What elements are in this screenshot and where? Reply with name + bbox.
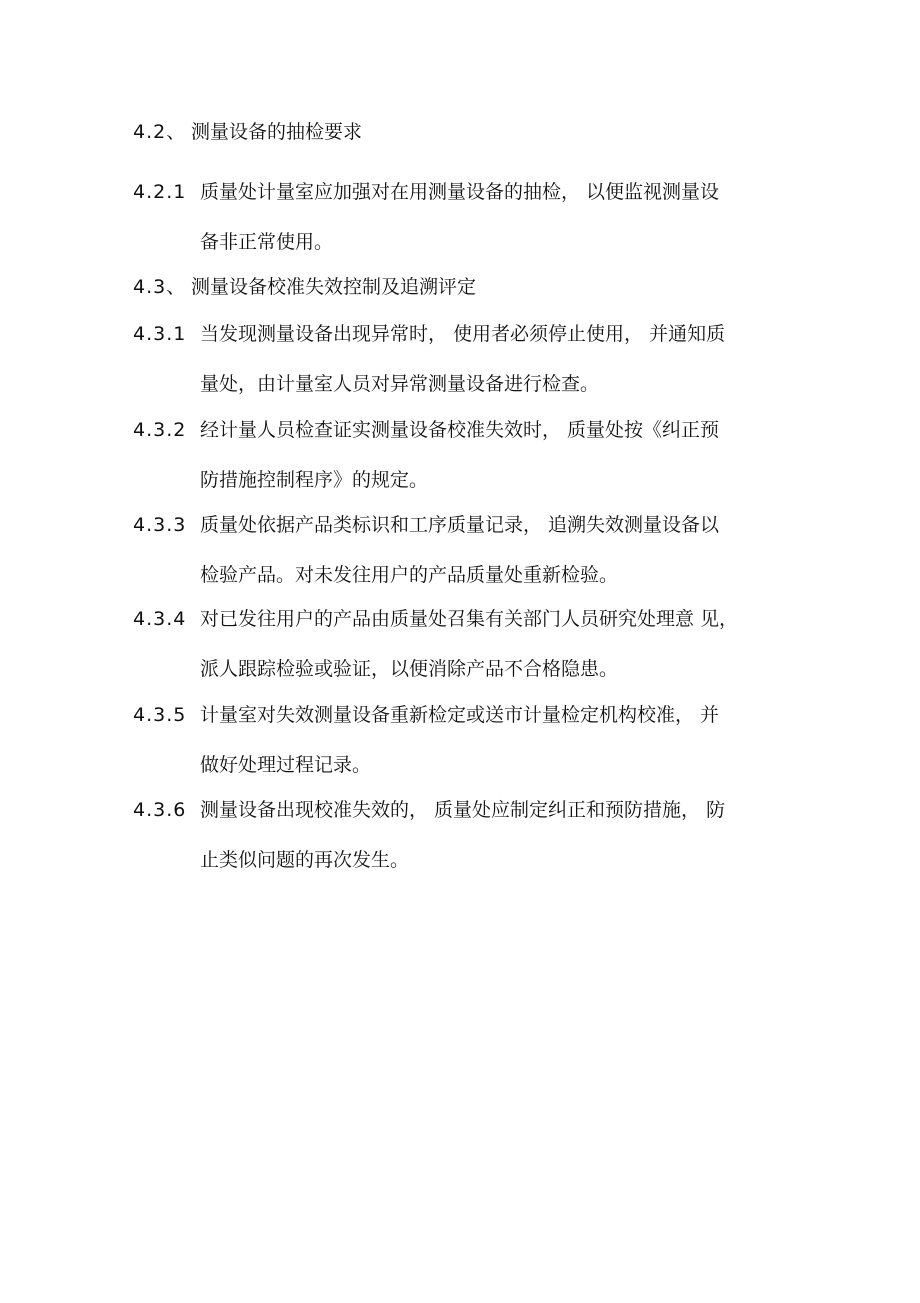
clause-4-3-4 xyxy=(133,594,793,694)
clause-4-3-3 xyxy=(133,500,793,600)
clause-text-line: 经计量人员检查证实测量设备校准失效时， 质量处按《纠正预 xyxy=(200,419,720,441)
section-number: 4.3、 xyxy=(133,276,187,298)
clause-text-line: 做好处理过程记录。 xyxy=(200,754,372,776)
section-heading: 测量设备的抽检要求 xyxy=(191,121,363,143)
clause-text-line: 量处，由计量室人员对异常测量设备进行检查。 xyxy=(200,373,600,395)
clause-number: 4.3.6 xyxy=(133,799,187,821)
clause-number: 4.3.5 xyxy=(133,704,187,726)
clause-number: 4.2.1 xyxy=(133,181,187,203)
clause-text-line: 当发现测量设备出现异常时， 使用者必须停止使用， 并通知质 xyxy=(200,323,726,345)
clause-4-2-1 xyxy=(133,167,793,267)
clause-text-line: 对已发往用户的产品由质量处召集有关部门人员研究处理意 见， xyxy=(200,608,739,630)
clause-4-3-5 xyxy=(133,690,793,790)
clause-text-line: 备非正常使用。 xyxy=(200,231,334,253)
clause-text-line: 止类似问题的再次发生。 xyxy=(200,849,410,871)
clause-text-line: 质量处依据产品类标识和工序质量记录， 追溯失效测量设备以 xyxy=(200,514,720,536)
clause-text-line: 派人跟踪检验或验证，以便消除产品不合格隐患。 xyxy=(200,658,619,680)
section-heading: 测量设备校准失效控制及追溯评定 xyxy=(191,276,477,298)
clause-text-line: 计量室对失效测量设备重新检定或送市计量检定机构校准， 并 xyxy=(200,704,720,726)
clause-text-line: 质量处计量室应加强对在用测量设备的抽检， 以便监视测量设 xyxy=(200,181,720,203)
clause-number: 4.3.1 xyxy=(133,323,187,345)
section-4-3 xyxy=(133,262,793,312)
clause-number: 4.3.4 xyxy=(133,608,187,630)
clause-number: 4.3.3 xyxy=(133,514,187,536)
clause-text-line: 防措施控制程序》的规定。 xyxy=(200,469,429,491)
clause-4-3-1 xyxy=(133,309,793,409)
clause-text-line: 测量设备出现校准失效的， 质量处应制定纠正和预防措施， 防 xyxy=(200,799,726,821)
clause-4-3-2 xyxy=(133,405,793,505)
section-4-2 xyxy=(133,107,793,157)
clause-text-line: 检验产品。对未发往用户的产品质量处重新检验。 xyxy=(200,564,619,586)
section-number: 4.2、 xyxy=(133,121,187,143)
clause-4-3-6 xyxy=(133,785,793,885)
clause-number: 4.3.2 xyxy=(133,419,187,441)
